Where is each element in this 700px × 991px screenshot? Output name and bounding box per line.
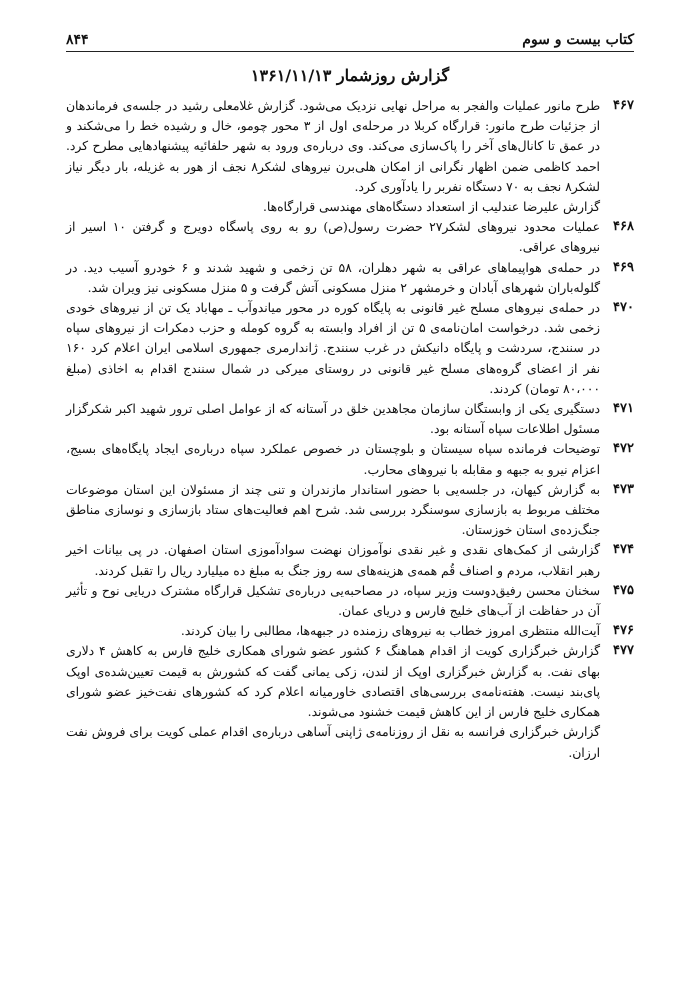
- running-header: [66, 22, 634, 52]
- entry-item: [66, 480, 634, 541]
- entry-item: [66, 439, 634, 479]
- entry-body: [66, 298, 600, 399]
- entry-paragraph: سخنان محسن رفیق‌دوست وزیر سپاه، در مصاحبه‌یی درباره‌ی تشکیل قرارگاه مشترک دریایی نوح و تأثیر آن در حفاظت از آب‌های خلیج فارس و دریای عمان.: [66, 583, 600, 619]
- entry-number: ۴۷۵: [613, 582, 634, 598]
- entry-body: [66, 217, 600, 257]
- book-title: کتاب بیست و سوم: [522, 32, 634, 48]
- entry-item: [66, 540, 634, 580]
- entry-paragraph: دستگیری یکی از وابستگان سازمان مجاهدین خلق در آستانه که از عوامل اصلی ترور شهید اکبر شکرگزار مسئول اطلاعات سپاه آستانه بود.: [66, 402, 600, 437]
- entry-body: [66, 96, 600, 217]
- entry-paragraph: گزارش خبرگزاری کویت از اقدام هماهنگ ۶ کشور عضو شورای همکاری خلیج فارس به کاهش ۴ دلاری بهای نفت. به گزارش خبرگزاری اوپک از لندن، زکی یمانی گفت که کشورش به قیمت تعیین‌شده‌ی اوپک پای‌بند نیست. هفته‌نامه‌ی بررسی‌های اقتصادی خاورمیانه اعلام کرد که کشورهای نفت‌خیز عضو شورای همکاری خلیج فارس از این کاهش قیمت خشنود می‌شوند.: [66, 644, 600, 720]
- entry-body: [66, 621, 600, 641]
- entry-paragraph: طرح مانور عملیات والفجر به مراحل نهایی نزدیک می‌شود. گزارش غلامعلی رشید در جلسه‌ی فرماندهان از جزئیات طرح مانور: قرارگاه کربلا در مرحله‌ی اول از ۳ محور چومو، خال و رشیده خط را می‌شکند و در عمق تا کانال‌های آخر را پاک‌سازی می‌کند. وی درباره‌ی ورود به شهر حلفائیه پیشنهادهایی مطرح کرد. احمد کاظمی ضمن اظهار نگرانی از امکان هلی‌برن نیروهای لشکر۸ نجف از هور به غزیله، بار دیگر نیاز لشکر۸ نجف به ۷۰ دستگاه نفربر را یادآوری کرد.: [66, 99, 601, 194]
- entry-number: ۴۷۰: [613, 300, 634, 316]
- entry-item: [66, 621, 634, 641]
- entry-body: [66, 399, 600, 439]
- report-title: گزارش روزشمار ۱۳۶۱/۱۱/۱۳: [250, 66, 450, 85]
- page-number: ۸۴۴: [66, 32, 89, 48]
- entry-number: ۴۷۱: [613, 401, 634, 417]
- entry-paragraph: گزارشی از کمک‌های نقدی و غیر نقدی نوآموزان نهضت سوادآموزی استان اصفهان. در پی بیانات اخیر رهبر انقلاب، مردم و اصناف قُم همه‌ی هزینه‌های سه روز جنگ به مبلغ ده میلیارد ریال را تقبل کردند.: [66, 543, 600, 578]
- entry-item: [66, 641, 634, 762]
- entry-number: ۴۷۷: [613, 643, 634, 659]
- entry-item: [66, 258, 634, 298]
- entry-paragraph: آیت‌الله منتظری امروز خطاب به نیروهای رزمنده در جبهه‌ها، مطالبی را بیان کردند.: [180, 624, 600, 639]
- entry-body: [66, 439, 600, 479]
- entry-number: ۴۷۳: [613, 481, 634, 497]
- entries-list: [66, 96, 634, 763]
- entry-body: [66, 480, 600, 541]
- entry-item: [66, 96, 634, 217]
- entry-item: [66, 581, 634, 621]
- entry-item: [66, 399, 634, 439]
- entry-paragraph: در حمله‌ی هواپیماهای عراقی به شهر دهلران، ۵۸ تن زخمی و شهید شدند و ۶ خودرو آسیب دید. در گلوله‌باران شهرهای آبادان و خرمشهر ۲ منزل مسکونی آتش گرفت و ۵ منزل مسکونی نیز ویران شد.: [66, 260, 601, 295]
- entry-body: [66, 641, 600, 762]
- entry-body: [66, 258, 600, 298]
- entry-number: ۴۶۹: [613, 259, 634, 275]
- entry-paragraph: توضیحات فرمانده سپاه سیستان و بلوچستان در خصوص عملکرد سپاه درباره‌ی ایجاد پایگاه‌های بسیج، اعزام نیرو به جبهه و مقابله با نیروهای محارب.: [66, 442, 600, 477]
- entry-number: ۴۶۷: [613, 98, 634, 113]
- entry-paragraph: به گزارش کیهان، در جلسه‌یی با حضور استاندار مازندران و تنی چند از مسئولان این استان موضوعات مختلف مربوط به بازسازی سوسنگرد بررسی شد. شرح اهم فعالیت‌های ستاد بازسازی و نوسازی مناطق جنگ‌زده‌ی استان خوزستان.: [66, 482, 600, 538]
- entry-item: [66, 298, 634, 399]
- entry-paragraph: گزارش علیرضا عندلیب از استعداد دستگاه‌های مهندسی قرارگاه‌ها.: [262, 200, 600, 215]
- entry-paragraph: عملیات محدود نیروهای لشکر۲۷ حضرت رسول(ص) رو به روی پاسگاه دویرج و گرفتن ۱۰ اسیر از نیروهای عراقی.: [66, 220, 600, 255]
- entry-paragraph: در حمله‌ی نیروهای مسلح غیر قانونی به پایگاه کوره در محور میاندوآب ـ مهاباد یک تن از نیروهای خودی زخمی شد. درخواست امان‌نامه‌ی ۵ تن از افراد وابسته به گروه کومله و حزب دمکرات از نیروهای سپاه در سنندج، سردشت و پایگاه دانیکش در غرب سنندج. ژاندارمری جمهوری اسلامی ایران اعلام کرد ۱۶۰ نفر از اعضای گروه‌های مسلح غیر قانونی در روستای میرکی در شمال سنندج اقدام به اخاذی (مبلغ ۸۰،۰۰۰ تومان) کردند.: [66, 301, 600, 396]
- entry-item: [66, 217, 634, 257]
- entry-number: ۴۶۸: [613, 219, 634, 235]
- entry-number: ۴۷۲: [613, 441, 634, 457]
- entry-number: ۴۷۶: [613, 623, 634, 639]
- entry-body: [66, 540, 600, 580]
- entry-paragraph: گزارش خبرگزاری فرانسه به نقل از روزنامه‌ی ژاپنی آساهی درباره‌ی اقدام عملی کویت برای فروش نفت ارزان.: [66, 725, 600, 760]
- entry-body: [66, 581, 600, 621]
- entry-number: ۴۷۴: [613, 542, 634, 558]
